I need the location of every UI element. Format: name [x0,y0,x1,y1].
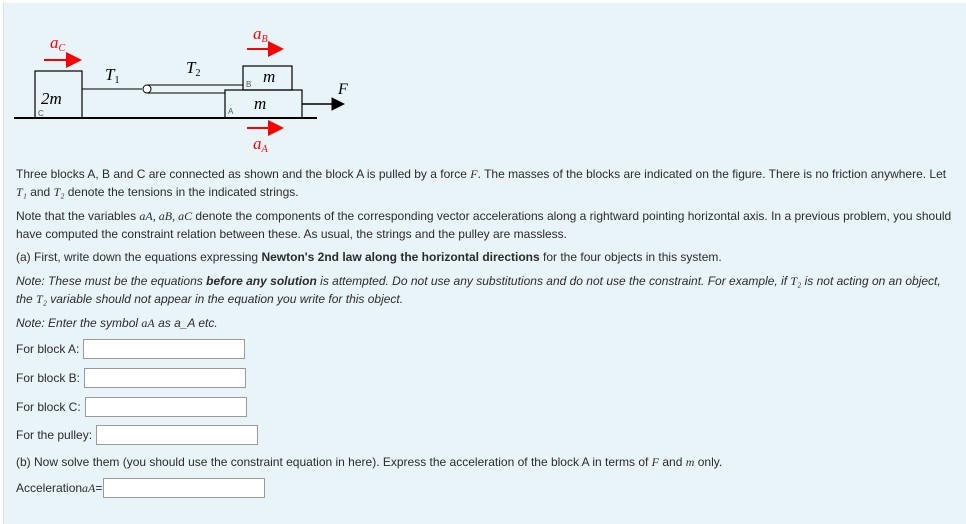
part-a-note: Note: These must be the equations before any solution is attempted. Do not use any substitutions and do not use the constraint. For example, if T₂ is not acting on an object, the T₂ variable should not appear in the equation you write for this object. [16,274,941,306]
block-a-letter: A [228,107,234,116]
block-a-mass: m [254,94,267,113]
problem-statement: Three blocks A, B and C are connected as shown and the block A is pulled by a force F. The masses of the blocks are indicated on the figure. There is no friction anywhere. Let T₁ and T₂ denote the tensions in the indicated strings. [16,167,947,199]
pulley-input[interactable] [96,425,258,445]
acceleration-row [16,476,265,500]
label-t1: T1 [105,65,120,86]
block-c-label: For block C: [16,400,81,414]
acceleration-label: Acceleration [16,481,83,495]
block-b-row [16,366,246,390]
pulley-label: For the pulley: [16,428,93,442]
acceleration-input[interactable] [103,478,265,498]
label-ab: aB [253,24,268,45]
block-c-letter: C [38,109,44,118]
symbol-note: Note: Enter the symbol aA as a_A etc. [16,316,218,330]
acceleration-symbol: aA [82,480,96,495]
block-c-input[interactable] [85,397,247,417]
label-aa: aA [253,134,268,155]
block-a-row [16,337,245,361]
variables-note: Note that the variables aA, aB, aC denote the components of the corresponding vector accelerations along a rightward pointing horizontal axis. In a previous problem, you should have computed the constraint relation between these. As usual, the strings and the pulley are massless. [16,209,952,241]
acceleration-equals: = [95,481,103,495]
block-a-input[interactable] [83,339,245,359]
label-ac: aC [50,33,66,54]
pulley [143,85,151,93]
block-c-row [16,395,247,419]
block-a-label: For block A: [16,342,80,356]
block-b-input[interactable] [84,368,246,388]
block-b-mass: m [263,67,276,86]
block-c-mass: 2m [41,89,62,108]
part-a-instruction: (a) First, write down the equations expressing Newton's 2nd law along the horizontal directions for the four objects in this system. [16,250,722,264]
pulley-row [16,423,258,447]
block-b-label: For block B: [16,371,81,385]
problem-panel [3,3,966,524]
physics-figure [4,3,348,163]
block-b-letter: B [246,80,252,89]
force-label: F [338,81,348,98]
label-t2: T2 [186,58,201,79]
part-b-instruction: (b) Now solve them (you should use the constraint equation in here). Express the acceleration of the block A in terms of F and m only. [16,455,723,469]
